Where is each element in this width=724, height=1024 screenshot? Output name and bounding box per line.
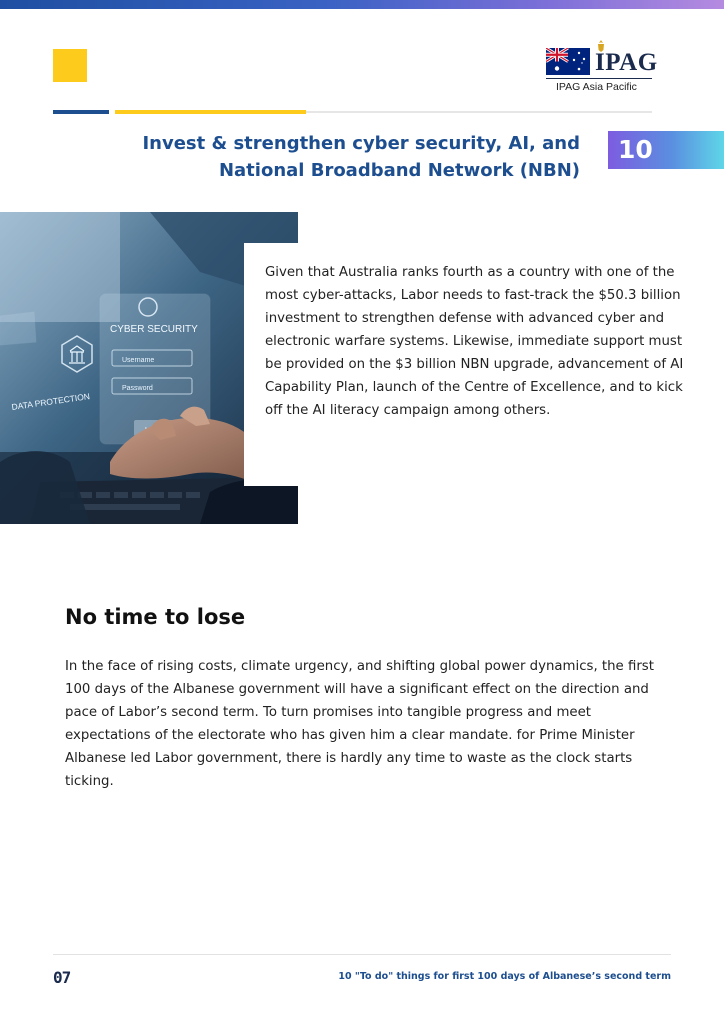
section-title [120, 130, 580, 184]
section-title-line-2: National Broadband Network (NBN) [218, 160, 580, 181]
overlay-password: Password [122, 385, 153, 392]
ipag-logo [546, 40, 658, 96]
footer-running-title: 10 "To do" things for first 100 days of Albanese’s second term [338, 971, 671, 982]
australian-flag-icon [546, 48, 590, 75]
closing-body-text: In the face of rising costs, climate urgency, and shifting global power dynamics, the first 100 days of the Albanese government will have a significant effect on the direction and pace of Labor’s second term. To turn promises into tangible progress and meet expectations of the electorate who has given him a clear mandate. for Prime Minister Albanese led Labor government, there is hardly any time to waste as the clock starts ticking. [65, 659, 654, 789]
overlay-username: Username [122, 357, 155, 364]
logo-rule [546, 78, 652, 79]
logo-subtitle: IPAG Asia Pacific [556, 81, 637, 93]
header-divider-yellow [115, 110, 306, 114]
top-gradient-bar [0, 0, 724, 9]
section-body-text: Given that Australia ranks fourth as a country with one of the most cyber-attacks, Labor needs to fast-track the $50.3 billion investment to strengthen defense with advanced cyber and electronic warfare systems. Likewise, immediate support must be provided on the $3 billion NBN upgrade, advancement of AI Capability Plan, launch of the Centre of Excellence, and to kick off the AI literacy campaign among others. [265, 265, 684, 418]
header-divider-blue [53, 110, 109, 114]
footer-divider [53, 954, 671, 955]
overlay-cyber-security: CYBER SECURITY [110, 324, 198, 335]
section-title-line-1: Invest & strengthen cyber security, AI, and [142, 133, 580, 154]
yellow-accent-square [53, 49, 87, 82]
section-number-badge [608, 131, 724, 169]
overlay-data-protection: DATA PROTECTION [10, 391, 91, 412]
header-divider-grey [306, 111, 652, 113]
logo-wordmark: IPAG [595, 49, 658, 76]
closing-heading: No time to lose [65, 605, 246, 629]
section-body-box [244, 243, 704, 486]
section-number: 10 [618, 135, 653, 164]
page-number: 07 [53, 968, 71, 987]
